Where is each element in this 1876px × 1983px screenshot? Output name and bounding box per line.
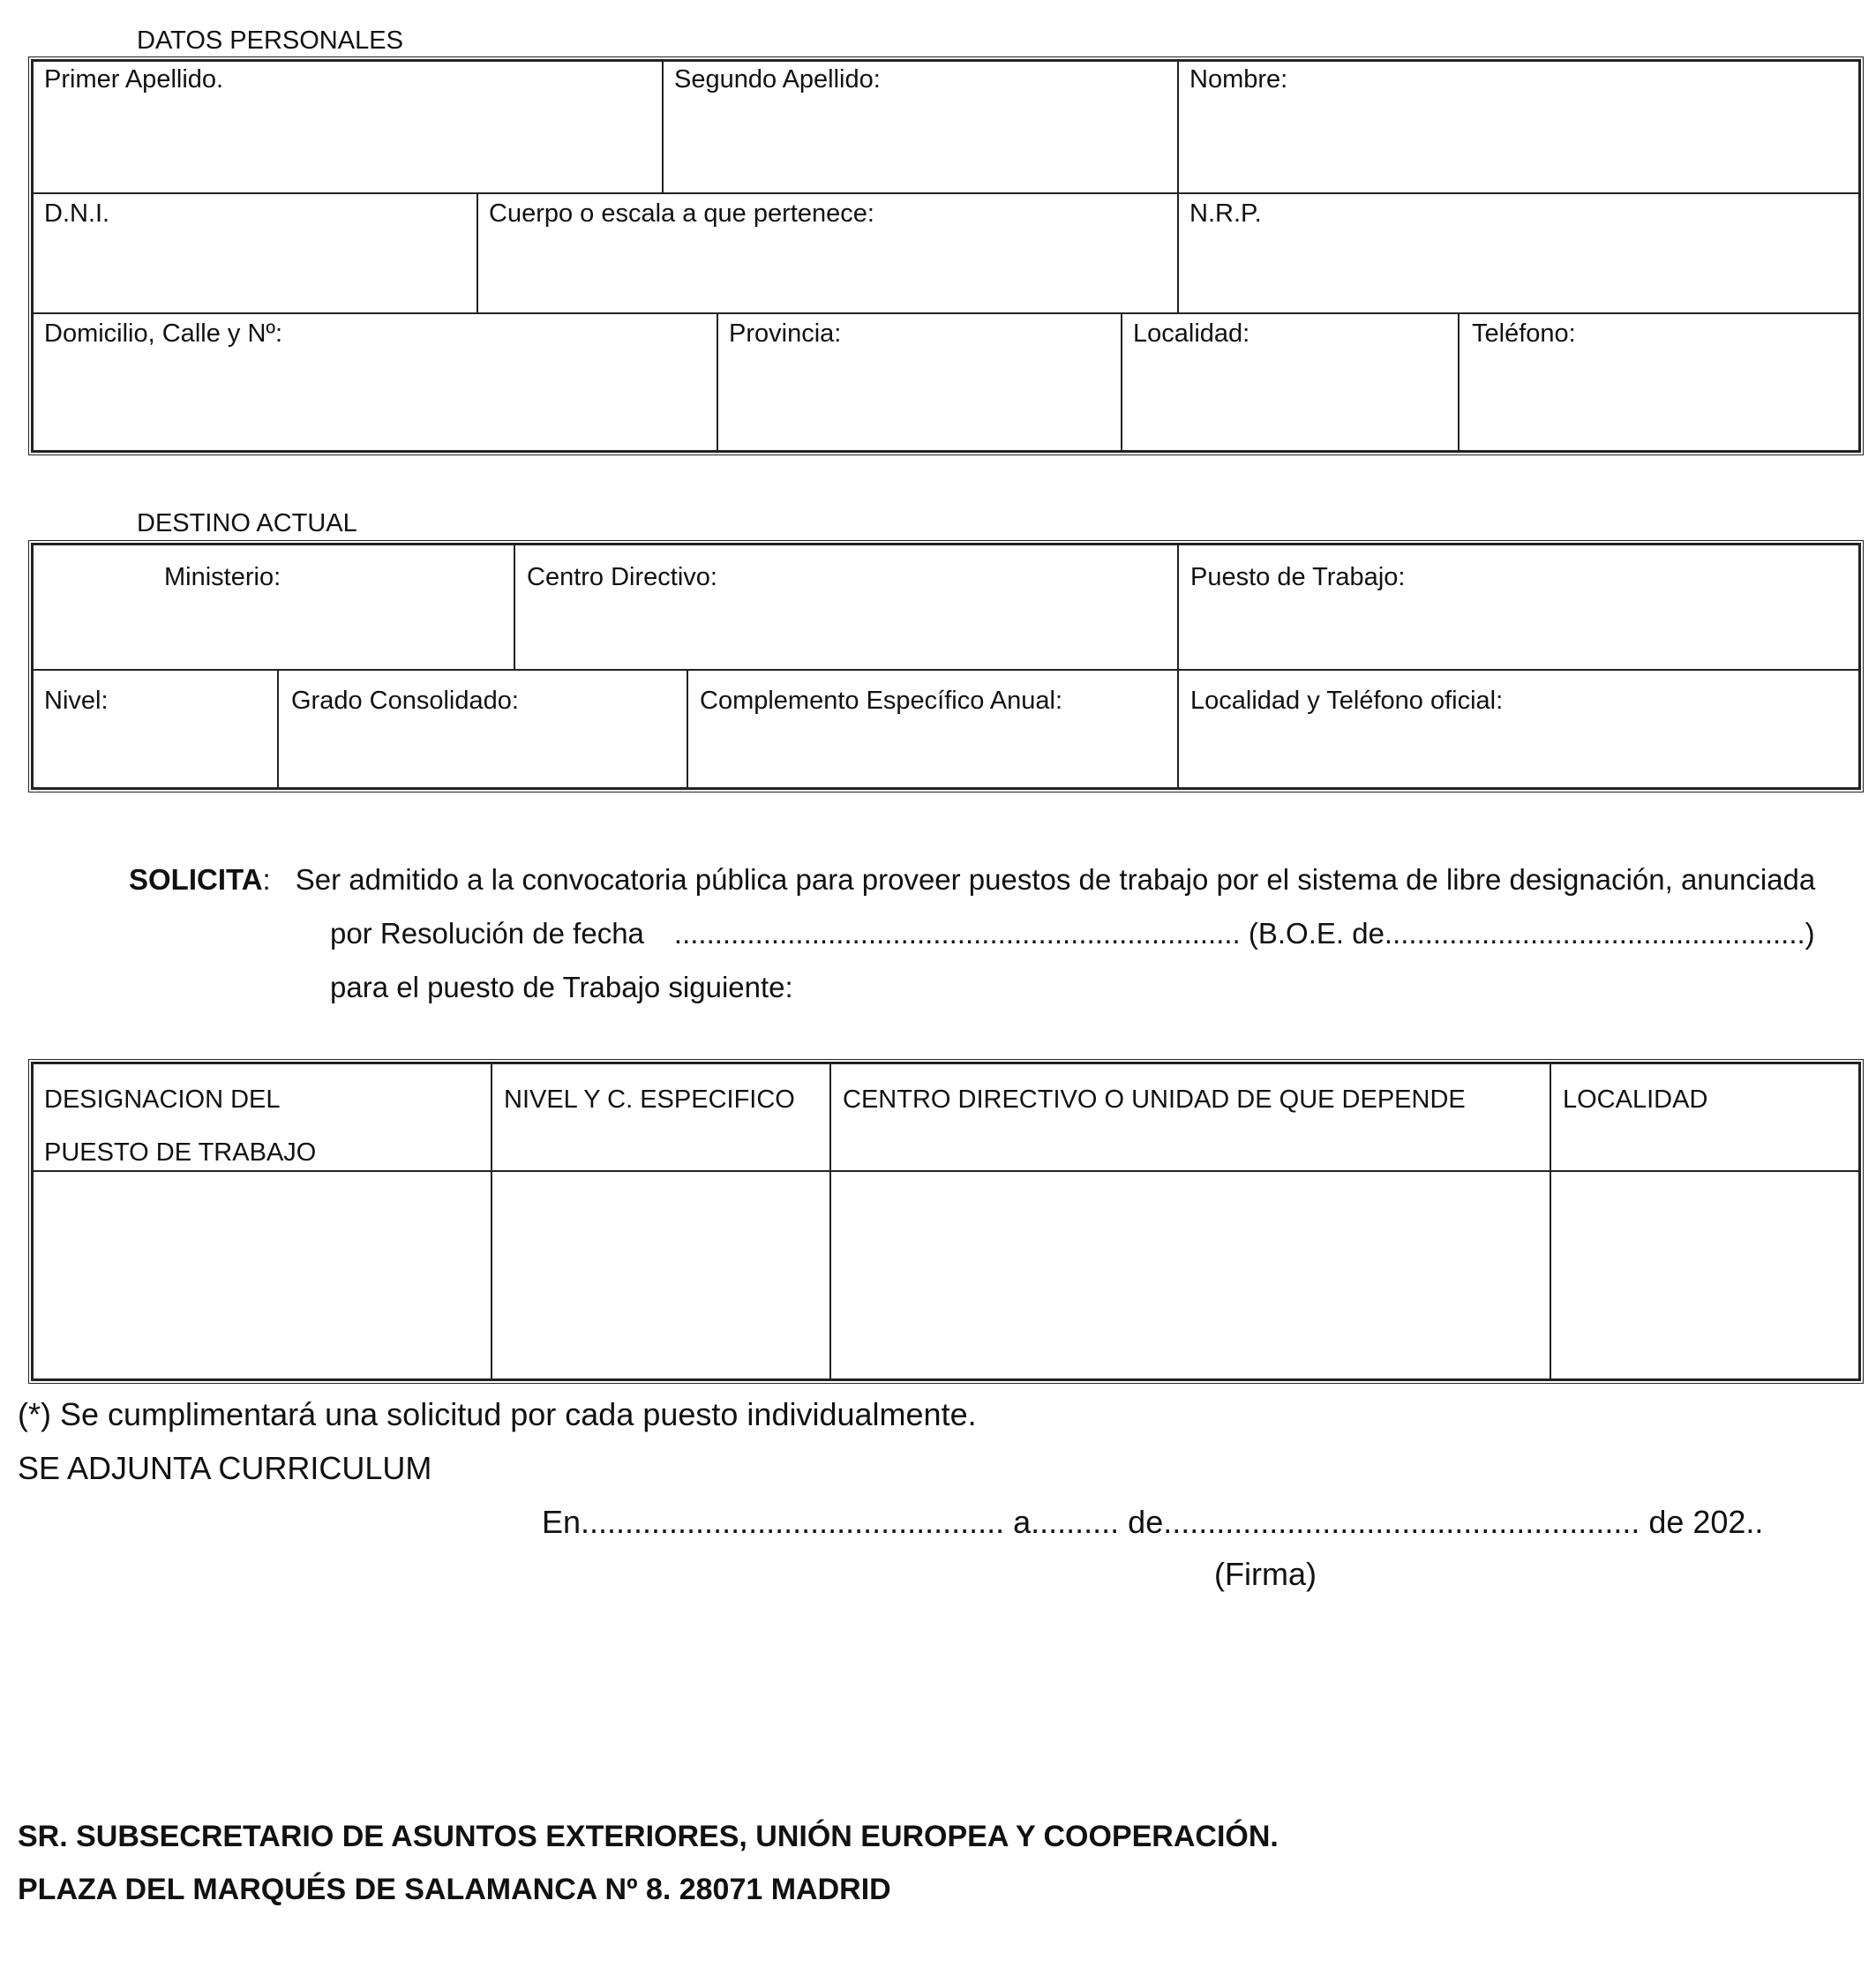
datos-row-3 <box>32 314 1860 452</box>
segundo-apellido-field[interactable] <box>664 60 1179 192</box>
telefono-label: Teléfono: <box>1472 319 1576 348</box>
nombre-label: Nombre: <box>1189 65 1288 94</box>
puesto-table <box>28 1059 1864 1384</box>
puesto-header-row <box>32 1063 1860 1172</box>
centro-directivo-header <box>831 1063 1551 1170</box>
localidad-label: Localidad: <box>1133 319 1250 348</box>
localidad-input-cell[interactable] <box>1551 1172 1860 1380</box>
solicita-label: SOLICITA <box>129 863 263 896</box>
solicita-text-1: Ser admitido a la convocatoria pública para proveer puestos de trabajo por el sistema de libre designación, anunciada <box>295 863 1816 896</box>
localidad-header-label: LOCALIDAD <box>1563 1085 1708 1114</box>
centro-directivo-label: Centro Directivo: <box>527 563 717 591</box>
localidad-field[interactable] <box>1122 314 1460 452</box>
solicita-line-1 <box>129 863 1815 897</box>
destino-row-1 <box>32 544 1860 671</box>
localidad-header <box>1551 1063 1860 1170</box>
nrp-label: N.R.P. <box>1189 199 1262 228</box>
domicilio-label: Domicilio, Calle y Nº: <box>44 319 283 348</box>
ministerio-label: Ministerio: <box>164 563 281 591</box>
nivel-label: Nivel: <box>44 687 109 715</box>
designacion-input-cell[interactable] <box>32 1172 492 1380</box>
cuerpo-escala-field[interactable] <box>478 194 1179 312</box>
address-line: PLAZA DEL MARQUÉS DE SALAMANCA Nº 8. 28071 MADRID <box>18 1873 891 1906</box>
nivel-c-especifico-header-label: NIVEL Y C. ESPECIFICO <box>504 1085 795 1114</box>
primer-apellido-label: Primer Apellido. <box>44 65 224 94</box>
nivel-c-especifico-input-cell[interactable] <box>492 1172 831 1380</box>
localidad-telefono-oficial-field[interactable] <box>1179 671 1860 789</box>
datos-row-1 <box>32 60 1860 194</box>
destino-actual-table <box>28 540 1864 792</box>
note-solicitud: (*) Se cumplimentará una solicitud por cada puesto individualmente. <box>18 1396 977 1432</box>
nivel-c-especifico-header <box>492 1063 831 1170</box>
centro-directivo-field[interactable] <box>515 544 1179 669</box>
designacion-header-line-2: PUESTO DE TRABAJO <box>44 1138 317 1167</box>
designacion-header-line-1: DESIGNACION DEL <box>44 1085 281 1114</box>
centro-directivo-input-cell[interactable] <box>831 1172 1551 1380</box>
complemento-especifico-label: Complemento Específico Anual: <box>700 687 1063 715</box>
section-title-destino-actual: DESTINO ACTUAL <box>137 509 357 537</box>
dni-label: D.N.I. <box>44 199 110 228</box>
provincia-label: Provincia: <box>729 319 842 348</box>
solicita-line-2 <box>330 917 1815 950</box>
solicita-text-2a: por Resolución de fecha <box>330 917 644 950</box>
cuerpo-escala-label: Cuerpo o escala a que pertenece: <box>489 199 874 228</box>
grado-consolidado-field[interactable] <box>279 671 688 789</box>
nivel-field[interactable] <box>32 671 279 789</box>
date-place-line[interactable]: En................................................ a.......... de...................................................... de 202.. <box>542 1504 1764 1540</box>
centro-directivo-header-label: CENTRO DIRECTIVO O UNIDAD DE QUE DEPENDE <box>843 1085 1466 1114</box>
datos-personales-table <box>28 56 1864 455</box>
segundo-apellido-label: Segundo Apellido: <box>674 65 881 94</box>
nombre-field[interactable] <box>1179 60 1860 192</box>
complemento-especifico-field[interactable] <box>688 671 1179 789</box>
adjunta-curriculum: SE ADJUNTA CURRICULUM <box>18 1450 432 1486</box>
puesto-trabajo-label: Puesto de Trabajo: <box>1190 563 1406 591</box>
puesto-trabajo-field[interactable] <box>1179 544 1860 669</box>
grado-consolidado-label: Grado Consolidado: <box>291 687 519 715</box>
firma-label: (Firma) <box>1214 1556 1317 1592</box>
section-title-datos-personales: DATOS PERSONALES <box>137 26 403 55</box>
solicita-text-2b: ...................................................................... (B.O.E. de....................................................) <box>673 917 1815 950</box>
provincia-field[interactable] <box>718 314 1122 452</box>
destino-row-2 <box>32 671 1860 789</box>
ministerio-field[interactable] <box>32 544 515 669</box>
dni-field[interactable] <box>32 194 478 312</box>
addressee-line: SR. SUBSECRETARIO DE ASUNTOS EXTERIORES, UNIÓN EUROPEA Y COOPERACIÓN. <box>18 1820 1279 1853</box>
localidad-telefono-oficial-label: Localidad y Teléfono oficial: <box>1190 687 1504 715</box>
nrp-field[interactable] <box>1179 194 1860 312</box>
designacion-header <box>32 1063 492 1170</box>
solicita-colon: : <box>262 863 271 896</box>
puesto-entry-row <box>32 1172 1860 1380</box>
primer-apellido-field[interactable] <box>32 60 664 192</box>
domicilio-field[interactable] <box>32 314 718 452</box>
telefono-field[interactable] <box>1460 314 1860 452</box>
solicita-line-3: para el puesto de Trabajo siguiente: <box>330 971 793 1003</box>
datos-row-2 <box>32 194 1860 314</box>
